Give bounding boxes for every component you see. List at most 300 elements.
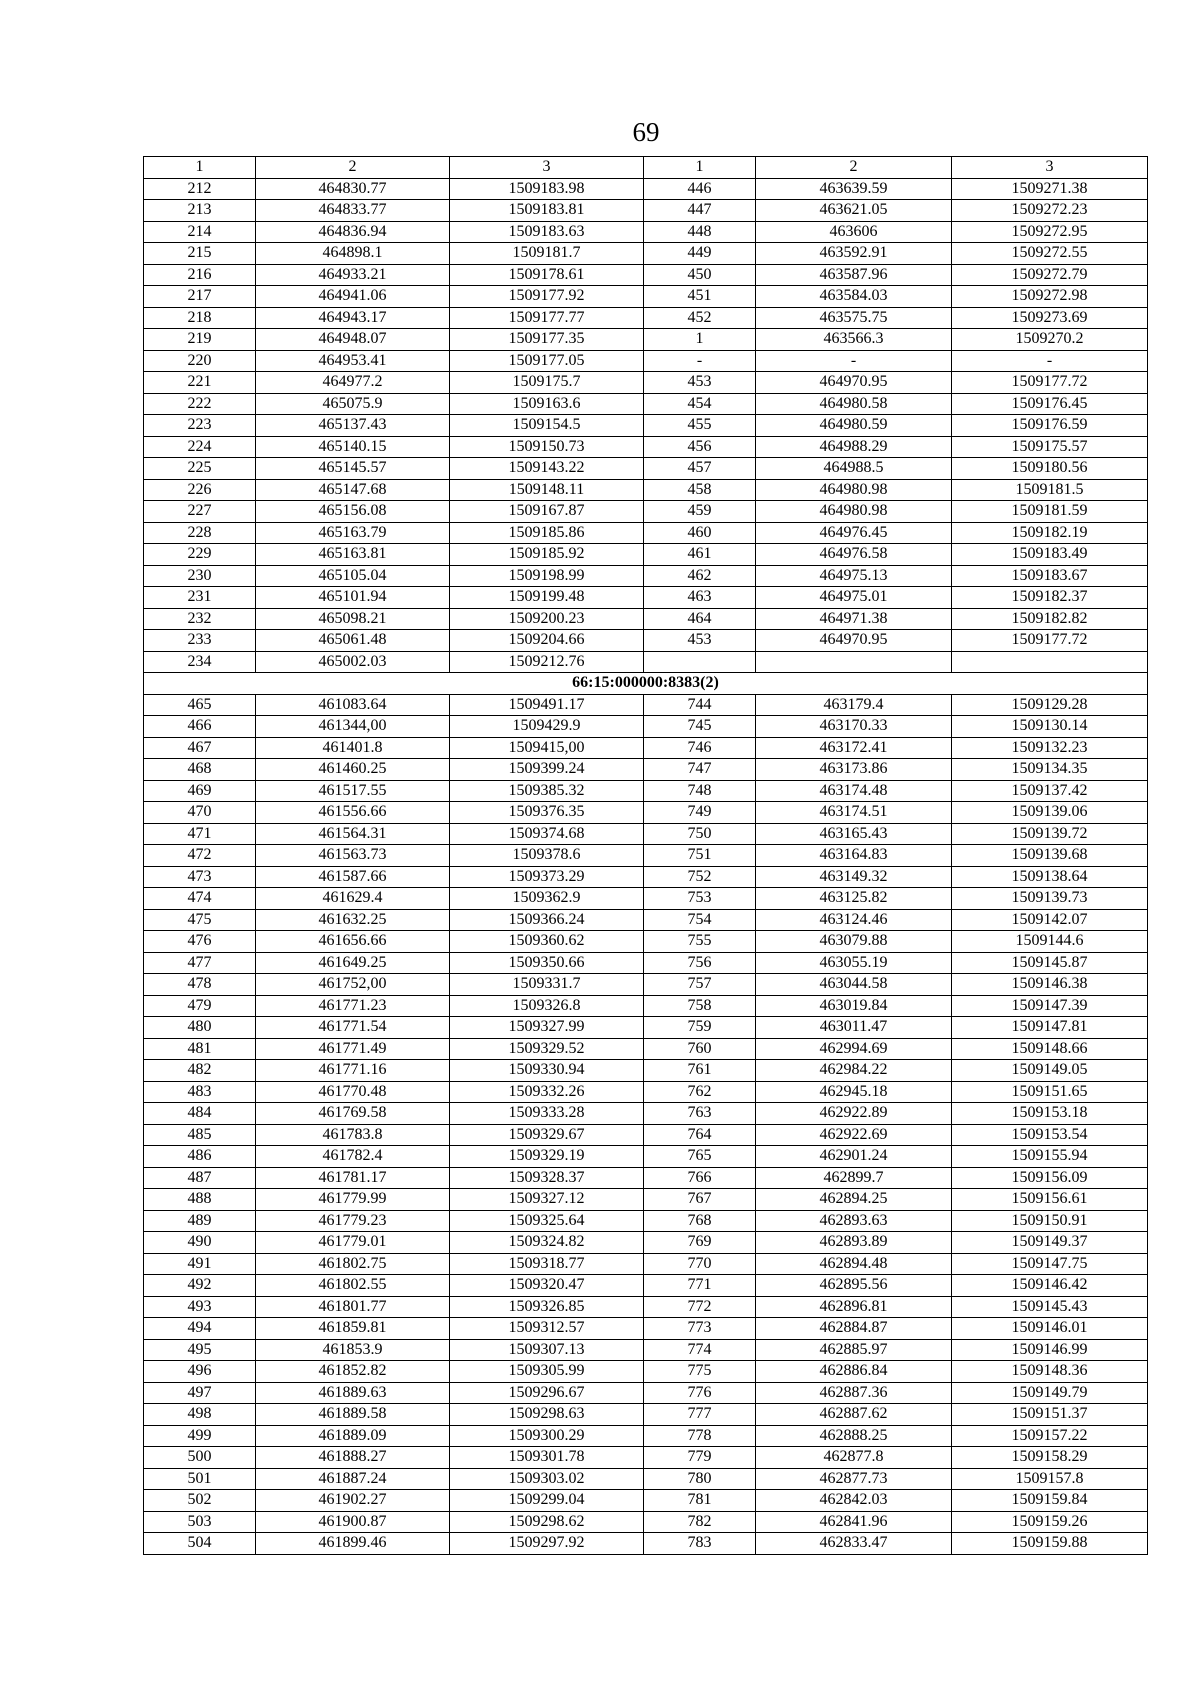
table-cell: 1509329.67 [450,1124,644,1146]
table-cell: 747 [644,759,756,781]
table-cell: 464971.38 [756,608,952,630]
table-cell: 744 [644,694,756,716]
table-row [144,307,1148,329]
table-cell: 463174.48 [756,780,952,802]
table-row [144,759,1148,781]
table-cell: 776 [644,1382,756,1404]
table-cell: 470 [144,802,256,824]
table-cell: 461771.49 [256,1038,450,1060]
table-row [144,931,1148,953]
table-cell: 1509320.47 [450,1275,644,1297]
table-cell: 1509154.5 [450,415,644,437]
table-cell: 1509270.2 [952,329,1148,351]
table-cell: 748 [644,780,756,802]
table-cell: 461859.81 [256,1318,450,1340]
table-cell: 452 [644,307,756,329]
table-cell: 500 [144,1447,256,1469]
table-cell: 461802.55 [256,1275,450,1297]
table-cell: 1509378.6 [450,845,644,867]
table-cell: 1509329.19 [450,1146,644,1168]
table-cell: 462887.62 [756,1404,952,1426]
table-cell: 1509328.37 [450,1167,644,1189]
table-cell: 1509376.35 [450,802,644,824]
table-row [144,221,1148,243]
table-cell: 464980.98 [756,479,952,501]
table-cell: 1509156.09 [952,1167,1148,1189]
table-cell: 464980.58 [756,393,952,415]
table-cell: 461752,00 [256,974,450,996]
table-cell: 465140.15 [256,436,450,458]
table-cell: 1 [644,329,756,351]
table-cell: 1509324.82 [450,1232,644,1254]
table-cell: 1509325.64 [450,1210,644,1232]
table-cell: 774 [644,1339,756,1361]
table-cell: 468 [144,759,256,781]
header-cell: 1 [644,157,756,179]
table-cell: 752 [644,866,756,888]
table-cell: 461771.16 [256,1060,450,1082]
table-cell: 226 [144,479,256,501]
table-cell: 230 [144,565,256,587]
header-cell: 3 [952,157,1148,179]
coordinates-table [143,156,1148,1555]
table-cell: 466 [144,716,256,738]
table-row [144,565,1148,587]
table-cell: 1509130.14 [952,716,1148,738]
table-cell: 1509307.13 [450,1339,644,1361]
table-row [144,264,1148,286]
table-cell: 464977.2 [256,372,450,394]
table-row [144,436,1148,458]
table-cell: 1509296.67 [450,1382,644,1404]
table-cell: 778 [644,1425,756,1447]
table-cell: 761 [644,1060,756,1082]
table-row [144,178,1148,200]
table-row [144,823,1148,845]
table-row [144,1081,1148,1103]
table-cell: 764 [644,1124,756,1146]
table-cell: 463124.46 [756,909,952,931]
table-row [144,544,1148,566]
table-cell: 1509272.55 [952,243,1148,265]
table-cell: 461802.75 [256,1253,450,1275]
table-cell: 757 [644,974,756,996]
table-cell: 463125.82 [756,888,952,910]
table-cell: 1509299.04 [450,1490,644,1512]
table-cell: 754 [644,909,756,931]
table-cell [756,651,952,673]
table-cell: 1509326.8 [450,995,644,1017]
table-cell: 488 [144,1189,256,1211]
table-row [144,1296,1148,1318]
table-cell: 1509297.92 [450,1533,644,1555]
table-cell: 464970.95 [756,630,952,652]
table-cell: 461888.27 [256,1447,450,1469]
table-cell: 1509300.29 [450,1425,644,1447]
table-row [144,802,1148,824]
table-row [144,651,1148,673]
table-cell: 493 [144,1296,256,1318]
table-cell: 498 [144,1404,256,1426]
table-cell: 461889.09 [256,1425,450,1447]
table-cell: 461801.77 [256,1296,450,1318]
table-cell: 1509150.91 [952,1210,1148,1232]
table-cell: 463165.43 [756,823,952,845]
table-cell: 760 [644,1038,756,1060]
table-cell: 462841.96 [756,1511,952,1533]
table-cell: 1509330.94 [450,1060,644,1082]
table-cell: 462899.7 [756,1167,952,1189]
table-row [144,1124,1148,1146]
table-cell: 492 [144,1275,256,1297]
table-cell: 751 [644,845,756,867]
table-cell: 462922.69 [756,1124,952,1146]
table-row [144,1210,1148,1232]
table-cell: 463606 [756,221,952,243]
table-cell: 461779.23 [256,1210,450,1232]
table-cell: 461563.73 [256,845,450,867]
table-cell: 453 [644,372,756,394]
table-cell: 467 [144,737,256,759]
table-cell: 780 [644,1468,756,1490]
table-cell: 464975.13 [756,565,952,587]
table-cell: 484 [144,1103,256,1125]
table-cell: 1509137.42 [952,780,1148,802]
page-number: 69 [632,117,660,147]
table-cell: 462 [644,565,756,587]
table-cell: 1509327.12 [450,1189,644,1211]
header-cell: 2 [256,157,450,179]
table-cell: 462885.97 [756,1339,952,1361]
table-cell: 1509273.69 [952,307,1148,329]
table-row [144,716,1148,738]
table-cell: 1509132.23 [952,737,1148,759]
table-row [144,608,1148,630]
table-row [144,587,1148,609]
header-cell: 2 [756,157,952,179]
table-cell: 464976.45 [756,522,952,544]
table-row [144,1447,1148,1469]
table-cell: 476 [144,931,256,953]
table-cell: 464948.07 [256,329,450,351]
table-cell: 746 [644,737,756,759]
table-row [144,286,1148,308]
table-cell: 1509149.05 [952,1060,1148,1082]
table-cell: 1509177.72 [952,630,1148,652]
table-cell: 462886.84 [756,1361,952,1383]
table-cell: 1509272.98 [952,286,1148,308]
table-cell: 1509148.11 [450,479,644,501]
table-cell: 745 [644,716,756,738]
table-cell: 1509312.57 [450,1318,644,1340]
table-cell: 477 [144,952,256,974]
table-cell: 471 [144,823,256,845]
table-cell: 463179.4 [756,694,952,716]
table-cell: 458 [644,479,756,501]
table-cell: 223 [144,415,256,437]
table-cell: 1509159.88 [952,1533,1148,1555]
table-cell: 1509149.37 [952,1232,1148,1254]
table-cell: 1509327.99 [450,1017,644,1039]
table-row [144,415,1148,437]
table-cell: 1509175.57 [952,436,1148,458]
table-cell: 461770.48 [256,1081,450,1103]
table-cell: 462895.56 [756,1275,952,1297]
table-cell: 494 [144,1318,256,1340]
table-cell: 463044.58 [756,974,952,996]
table-cell: 461656.66 [256,931,450,953]
table-cell: 1509139.73 [952,888,1148,910]
table-row [144,952,1148,974]
table-cell: 491 [144,1253,256,1275]
table-cell: 768 [644,1210,756,1232]
table-cell: 463621.05 [756,200,952,222]
table-cell: 234 [144,651,256,673]
table-cell: 750 [644,823,756,845]
table-cell: 1509212.76 [450,651,644,673]
table-cell: 464988.5 [756,458,952,480]
table-cell: 1509204.66 [450,630,644,652]
table-cell: 767 [644,1189,756,1211]
table-cell: 463149.32 [756,866,952,888]
table-cell: 1509298.62 [450,1511,644,1533]
table-cell: 461771.54 [256,1017,450,1039]
table-cell: 462945.18 [756,1081,952,1103]
table-row [144,329,1148,351]
table-cell: 463639.59 [756,178,952,200]
table-cell: 463172.41 [756,737,952,759]
table-cell: 469 [144,780,256,802]
table-cell: 783 [644,1533,756,1555]
table-header-row [144,157,1148,179]
table-cell: 1509272.79 [952,264,1148,286]
table-cell: 1509183.98 [450,178,644,200]
table-row [144,866,1148,888]
table-cell: 461853.9 [256,1339,450,1361]
table-cell: 465061.48 [256,630,450,652]
table-cell: 1509145.87 [952,952,1148,974]
table-cell: 1509182.19 [952,522,1148,544]
section-title: 66:15:000000:8383(2) [144,673,1148,695]
table-cell: 1509182.37 [952,587,1148,609]
table-cell: 772 [644,1296,756,1318]
table-cell: 495 [144,1339,256,1361]
table-cell: 463055.19 [756,952,952,974]
table-cell: 1509149.79 [952,1382,1148,1404]
table-cell: 456 [644,436,756,458]
table-row [144,479,1148,501]
table-cell: 483 [144,1081,256,1103]
table-row [144,974,1148,996]
table-cell: 454 [644,393,756,415]
table-cell: 1509153.18 [952,1103,1148,1125]
table-cell: 462896.81 [756,1296,952,1318]
table-cell: 1509139.06 [952,802,1148,824]
table-cell: 218 [144,307,256,329]
table-cell: 463584.03 [756,286,952,308]
table-row [144,1189,1148,1211]
table-row [144,1404,1148,1426]
table-cell: 465101.94 [256,587,450,609]
table-row [144,1253,1148,1275]
table-row [144,1103,1148,1125]
table-cell: 1509153.54 [952,1124,1148,1146]
table-cell: 1509178.61 [450,264,644,286]
header-cell: 3 [450,157,644,179]
table-cell: 464980.98 [756,501,952,523]
table-cell: 1509177.77 [450,307,644,329]
table-row [144,458,1148,480]
table-cell: 1509183.67 [952,565,1148,587]
table-cell: 461629.4 [256,888,450,910]
table-cell: 462893.89 [756,1232,952,1254]
table-cell: 490 [144,1232,256,1254]
table-cell: 487 [144,1167,256,1189]
table-cell: 779 [644,1447,756,1469]
table-cell: 462877.73 [756,1468,952,1490]
table-row [144,888,1148,910]
table-cell: 463011.47 [756,1017,952,1039]
table-cell: 457 [644,458,756,480]
table-cell: 462984.22 [756,1060,952,1082]
table-cell: 229 [144,544,256,566]
table-row [144,1511,1148,1533]
table-cell: 461344,00 [256,716,450,738]
table-cell: 461587.66 [256,866,450,888]
table-cell: 479 [144,995,256,1017]
table-cell: 463575.75 [756,307,952,329]
table-cell: 1509333.28 [450,1103,644,1125]
table-cell: 1509142.07 [952,909,1148,931]
section-title-row [144,673,1148,695]
table-cell: 1509185.92 [450,544,644,566]
table-row [144,737,1148,759]
table-row [144,1318,1148,1340]
table-cell: 1509301.78 [450,1447,644,1469]
table-cell: 462894.25 [756,1189,952,1211]
table-row [144,1490,1148,1512]
table-cell: 214 [144,221,256,243]
table-cell: 215 [144,243,256,265]
table-cell: 463164.83 [756,845,952,867]
table-row [144,372,1148,394]
table-cell: 462893.63 [756,1210,952,1232]
table-cell: 1509155.94 [952,1146,1148,1168]
table-cell: 462877.8 [756,1447,952,1469]
table-cell: 1509139.72 [952,823,1148,845]
table-cell: 465002.03 [256,651,450,673]
table-cell: 1509318.77 [450,1253,644,1275]
table-cell: 1509272.23 [952,200,1148,222]
table-row [144,845,1148,867]
table-cell: 1509185.86 [450,522,644,544]
table-cell: 465137.43 [256,415,450,437]
table-cell: 461783.8 [256,1124,450,1146]
header-cell: 1 [144,157,256,179]
table-cell: 212 [144,178,256,200]
table-cell: 465163.79 [256,522,450,544]
table-row [144,1468,1148,1490]
table-cell: 482 [144,1060,256,1082]
table-cell: 496 [144,1361,256,1383]
table-cell: 504 [144,1533,256,1555]
table-cell: 465075.9 [256,393,450,415]
table-cell: 769 [644,1232,756,1254]
table-cell: 1509146.38 [952,974,1148,996]
table-cell: 1509159.84 [952,1490,1148,1512]
table-cell: 465156.08 [256,501,450,523]
table-cell: 478 [144,974,256,996]
table-cell: 464933.21 [256,264,450,286]
table-cell: 463079.88 [756,931,952,953]
table-cell: 781 [644,1490,756,1512]
table-cell: 502 [144,1490,256,1512]
table-cell: 464976.58 [756,544,952,566]
table-row [144,1232,1148,1254]
table-cell: 448 [644,221,756,243]
table-cell: 1509332.26 [450,1081,644,1103]
table-cell: 461649.25 [256,952,450,974]
table-cell: 461769.58 [256,1103,450,1125]
table-cell: 1509362.9 [450,888,644,910]
table-cell: 773 [644,1318,756,1340]
table-cell: 499 [144,1425,256,1447]
table-cell: 1509158.29 [952,1447,1148,1469]
table-cell: 1509129.28 [952,694,1148,716]
table-cell: 753 [644,888,756,910]
table-cell: 464975.01 [756,587,952,609]
table-row [144,780,1148,802]
table-cell: 1509180.56 [952,458,1148,480]
table-cell: 501 [144,1468,256,1490]
table-cell: 1509134.35 [952,759,1148,781]
table-cell: 1509373.29 [450,866,644,888]
table-cell: 1509399.24 [450,759,644,781]
table-cell: 464970.95 [756,372,952,394]
table-cell: 473 [144,866,256,888]
table-cell: 1509326.85 [450,1296,644,1318]
table-cell: 1509360.62 [450,931,644,953]
table-cell: 455 [644,415,756,437]
table-cell: 503 [144,1511,256,1533]
table-cell: 770 [644,1253,756,1275]
table-cell: 463170.33 [756,716,952,738]
table-cell: 1509181.59 [952,501,1148,523]
table-cell: 1509429.9 [450,716,644,738]
table-cell: 465 [144,694,256,716]
table-cell: 446 [644,178,756,200]
table-cell: 771 [644,1275,756,1297]
table-cell: 461517.55 [256,780,450,802]
table-cell: 231 [144,587,256,609]
table-cell: 1509183.63 [450,221,644,243]
table-cell: 474 [144,888,256,910]
table-cell: 461899.46 [256,1533,450,1555]
table-cell: 1509272.95 [952,221,1148,243]
table-row [144,995,1148,1017]
table-cell: 1509167.87 [450,501,644,523]
table-cell: 1509147.75 [952,1253,1148,1275]
table-row [144,522,1148,544]
table-cell: 447 [644,200,756,222]
table-cell: 480 [144,1017,256,1039]
table-cell: 1509157.8 [952,1468,1148,1490]
table-cell: 1509143.22 [450,458,644,480]
table-cell: 1509156.61 [952,1189,1148,1211]
table-cell [644,651,756,673]
table-cell: 481 [144,1038,256,1060]
table-cell: 461781.17 [256,1167,450,1189]
